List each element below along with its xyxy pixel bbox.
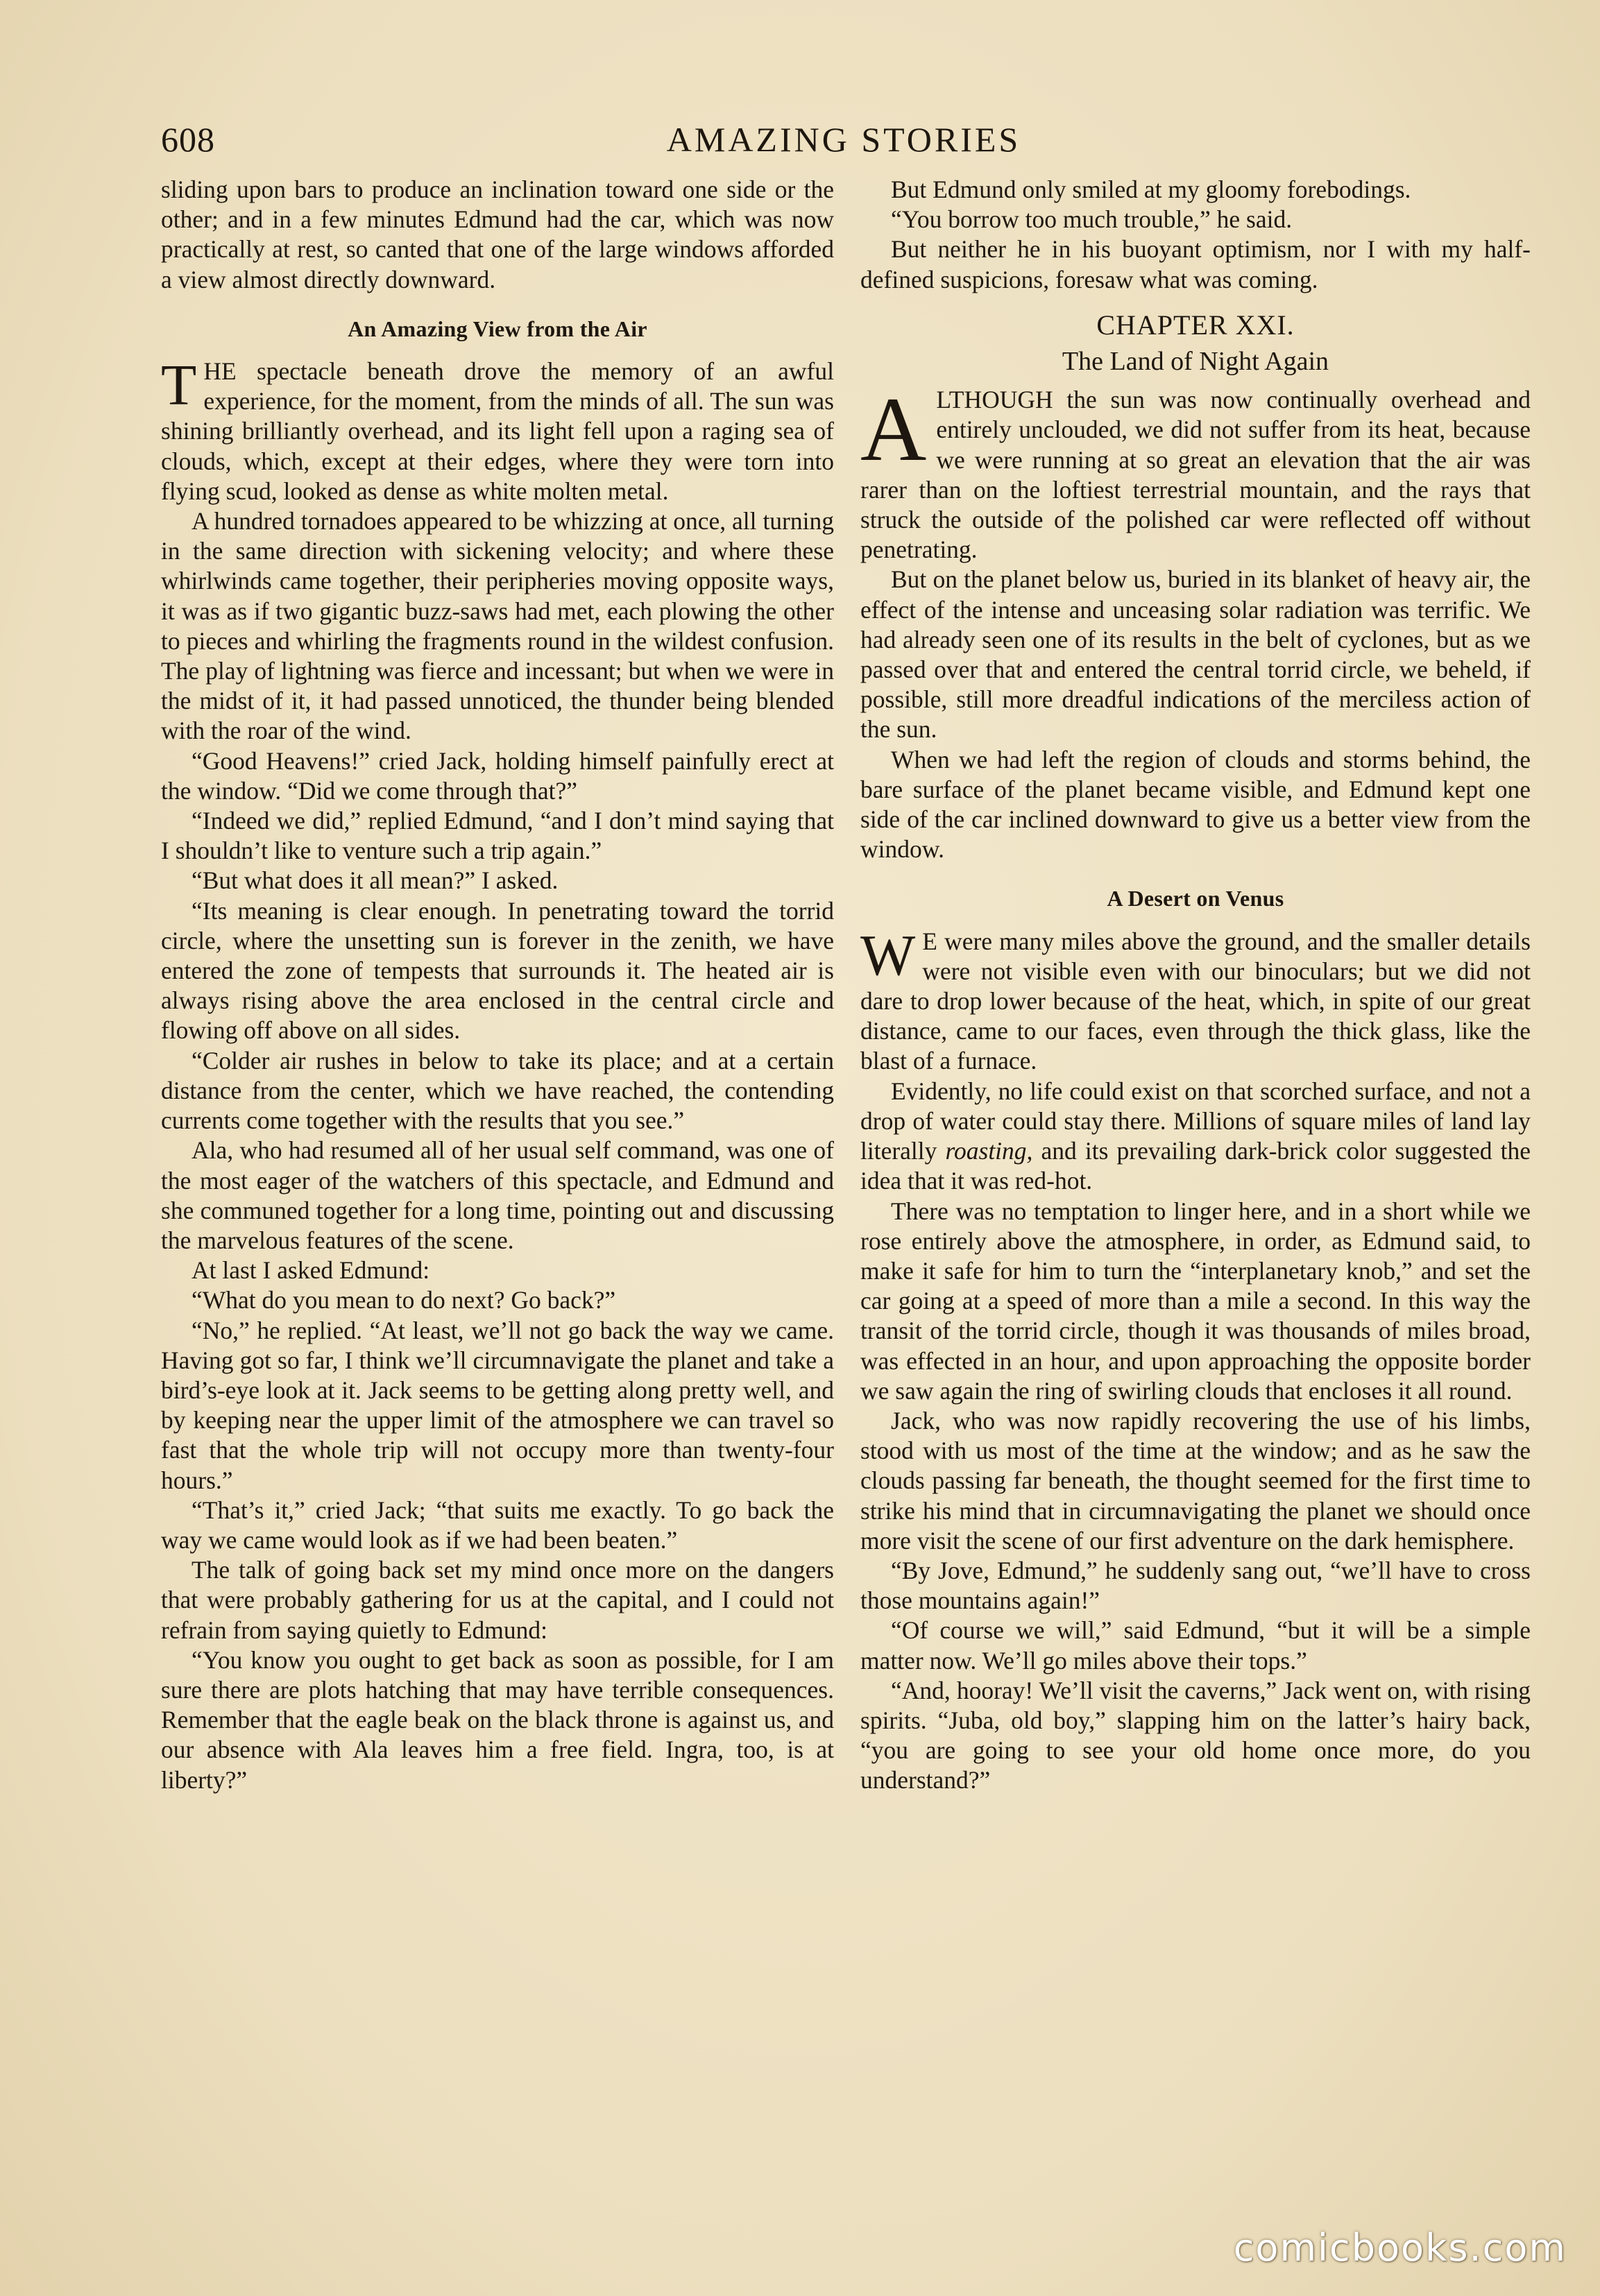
paragraph: “And, hooray! We’ll visit the caverns,” Jack went on, with rising spirits. “Juba, old boy,” slapping him on the latter’s hairy back, “you are going to see your old home once more, do you understand?”: [860, 1676, 1531, 1794]
paragraph-text: HE spectacle beneath drove the memory of an awful experience, for the moment, from the minds of all. The sun was shining brilliantly overhead, and its light fell upon a raging sea of clouds, which, except at their edges, where they were torn into flying scud, looked as dense as white molten metal.: [161, 357, 834, 505]
paragraph-text: E were many miles above the ground, and the smaller details were not visible even with our binoculars; but we did not dare to drop lower because of the heat, which, in spite of our great distance, came to our faces, even through the thick glass, like the blast of a furnace.: [860, 927, 1531, 1075]
paragraph-text: LTHOUGH the sun was now continually overhead and entirely unclouded, we did not suffer from its heat, because we were running at so great an elevation that the air was rarer than on the loftiest terrestrial mountain, and the rays that struck the outside of the polished car were reflected off without penetrating.: [860, 386, 1531, 564]
section-subhead: An Amazing View from the Air: [348, 316, 647, 341]
paragraph-text: Evidently, no life could exist on that scorched surface, and not a drop of water could stay there. Millions of square miles of land lay literally: [860, 1077, 1531, 1165]
paragraph: But neither he in his buoyant optimism, nor I with my half-defined suspicions, foresaw what was coming.: [860, 235, 1531, 293]
paragraph: “By Jove, Edmund,” he suddenly sang out, “we’ll have to cross those mountains again!”: [860, 1556, 1531, 1615]
watermark-logo: comicbooks.com: [1233, 2226, 1567, 2270]
drop-cap: T: [161, 353, 197, 418]
paragraph: [860, 1077, 1531, 1197]
paragraph-with-dropcap: [161, 353, 834, 506]
paragraph: There was no temptation to linger here, and in a short while we rose entirely above the atmosphere, in order, as Edmund said, to make it safe for him to turn the “interplanetary knob,” and set the car going at a speed of more than a mile a second. In this way the transit of the torrid circle, though it was thousands of miles broad, was effected in an hour, and upon approaching the opposite border we saw again the ring of swirling clouds that encloses it all round.: [860, 1197, 1531, 1405]
paragraph: “You know you ought to get back as soon as possible, for I am sure there are plots hatching that may have terrible consequences. Remember that the eagle beak on the black throne is against us, and our absence with Ala leaves him a free field. Ingra, too, is at liberty?”: [161, 1645, 834, 1794]
paragraph-with-dropcap: [860, 923, 1531, 1077]
paragraph: At last I asked Edmund:: [192, 1256, 430, 1285]
italic-word: roasting,: [945, 1137, 1033, 1165]
paragraph: Ala, who had resumed all of her usual self command, was one of the most eager of the watchers of this spectacle, and Edmund and she communed together for a long time, pointing out and discussing the marvelous features of the scene.: [161, 1136, 834, 1254]
paragraph: sliding upon bars to produce an inclination toward one side or the other; and in a few minutes Edmund had the car, which was now practically at rest, so canted that one of the large windows afforded a view almost directly downward.: [161, 175, 834, 293]
paragraph: “Good Heavens!” cried Jack, holding himself painfully erect at the window. “Did we come through that?”: [161, 746, 834, 805]
paragraph: A hundred tornadoes appeared to be whizzing at once, all turning in the same direction with sickening velocity; and where these whirlwinds came together, their peripheries moving opposite ways, it was as if two gigantic buzz-saws had met, each plowing the other to pieces and whirling the fragments round in the wildest confusion. The play of lightning was fierce and incessant; but when we were in the midst of it, it had passed unnoticed, the thunder being blended with the roar of the wind.: [161, 507, 834, 745]
paragraph: “Of course we will,” said Edmund, “but it will be a simple matter now. We’ll go miles above their tops.”: [860, 1616, 1531, 1674]
paragraph: But on the planet below us, buried in its blanket of heavy air, the effect of the intense and unceasing solar radiation was terrific. We had already seen one of its results in the belt of cyclones, but as we passed over that and entered the central torrid circle, we beheld, if possible, still more dreadful indications of the merciless action of the sun.: [860, 565, 1531, 744]
paragraph: “That’s it,” cried Jack; “that suits me exactly. To go back the way we came would look as if we had been beaten.”: [161, 1496, 834, 1554]
paragraph: The talk of going back set my mind once more on the dangers that were probably gathering for us at the capital, and I could not refrain from saying quietly to Edmund:: [161, 1556, 834, 1644]
chapter-title: The Land of Night Again: [1062, 347, 1329, 377]
page-number: 608: [161, 120, 215, 159]
left-column: [161, 175, 834, 1795]
paragraph: “But what does it all mean?” I asked.: [192, 866, 559, 895]
paragraph: “Colder air rushes in below to take its place; and at a certain distance from the center, which we have reached, the contending currents come together with the results that you see.”: [161, 1046, 834, 1135]
paragraph: But Edmund only smiled at my gloomy forebodings.: [891, 175, 1411, 203]
paragraph: “Its meaning is clear enough. In penetrating toward the torrid circle, where the unsetting sun is forever in the zenith, we have entered the zone of tempests that surrounds it. The heated air is always rising above the area enclosed in the central circle and flowing off above on all sides.: [161, 896, 834, 1045]
paragraph: “What do you mean to do next? Go back?”: [192, 1286, 616, 1314]
section-subhead: A Desert on Venus: [1107, 886, 1284, 911]
page-header: [161, 119, 1526, 168]
right-column: [860, 175, 1531, 1796]
paragraph: “No,” he replied. “At least, we’ll not go back the way we came. Having got so far, I think we’ll circumnavigate the planet and take a bird’s-eye look at it. Jack seems to be getting along pretty well, and by keeping near the upper limit of the atmosphere we can travel so fast that the whole trip will not occupy more than twenty-four hours.”: [161, 1316, 834, 1494]
paragraph: When we had left the region of clouds and storms behind, the bare surface of the planet became visible, and Edmund kept one side of the car inclined downward to give us a better view from the window.: [860, 745, 1531, 864]
paragraph-with-dropcap: [860, 378, 1531, 565]
paragraph-text: and its prevailing dark-brick color suggested the idea that it was red-hot.: [860, 1137, 1531, 1195]
chapter-heading: CHAPTER XXI.: [1096, 309, 1295, 341]
drop-cap: A: [860, 378, 927, 481]
paragraph: Jack, who was now rapidly recovering the use of his limbs, stood with us most of the time at the window; and as he saw the clouds passing far beneath, the thought seemed for the first time to strike his mind that in circumnavigating the planet we should once more visit the scene of our first adventure on the dark hemisphere.: [860, 1406, 1531, 1554]
magazine-title: AMAZING STORIES: [666, 120, 1021, 159]
drop-cap: W: [860, 923, 916, 988]
paragraph: “You borrow too much trouble,” he said.: [891, 205, 1293, 234]
paragraph: “Indeed we did,” replied Edmund, “and I don’t mind saying that I shouldn’t like to venture such a trip again.”: [161, 807, 834, 865]
